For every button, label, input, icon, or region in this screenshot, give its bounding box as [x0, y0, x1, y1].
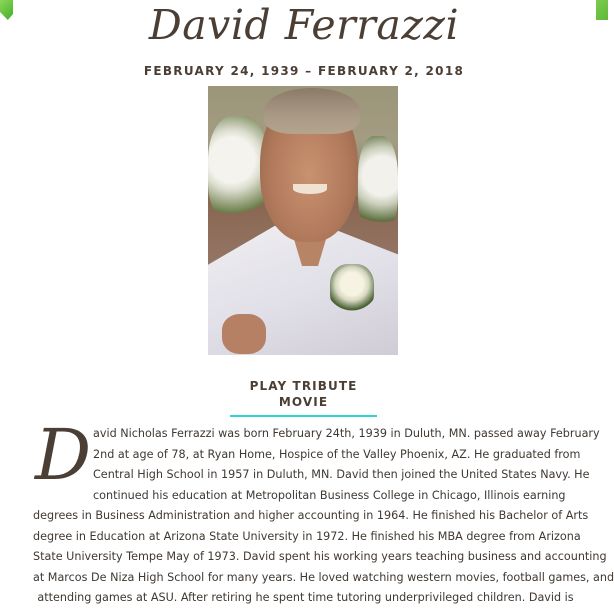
bio-line: degrees in Business Administration and higher accounting in 1964. He finished his Bachelor of Arts	[33, 509, 589, 522]
photo-hair	[264, 88, 360, 134]
photo-flowers-right	[358, 136, 398, 236]
drop-cap: D	[35, 414, 92, 496]
bio-line: at Marcos De Niza High School for many years. He loved watching western movies, football games, and	[33, 570, 614, 584]
bio-line: attending games at ASU. After retiring he spent time tutoring underprivileged children. David is	[37, 591, 574, 604]
bio-line: 2nd at age of 78, at Ryan Home, Hospice of the Valley Phoenix, AZ. He graduated from	[93, 447, 581, 461]
bio-line: Central High School in 1957 in Duluth, MN. David then joined the United States Navy. He	[93, 468, 590, 481]
photo-smile	[293, 184, 327, 194]
photo-hands	[222, 314, 266, 354]
bio-line: continued his education at Metropolitan Business College in Chicago, Illinois earning	[93, 488, 566, 502]
photo-flowers-left	[208, 116, 268, 226]
photo-boutonniere	[330, 264, 374, 314]
portrait-photo	[208, 86, 398, 355]
obituary-name: David Ferrazzi	[148, 1, 460, 49]
bio-line: State University Tempe May of 1973. David spent his working years teaching business and accounting	[33, 550, 607, 563]
life-dates: FEBRUARY 24, 1939 – FEBRUARY 2, 2018	[143, 64, 465, 78]
play-tribute-movie-link[interactable]: PLAY TRIBUTE MOVIE	[230, 378, 377, 417]
bio-line: degree in Education at Arizona State University in 1972. He finished his MBA degree from Arizona	[33, 529, 581, 543]
bio-line: avid Nicholas Ferrazzi was born February 24th, 1939 in Duluth, MN. passed away February	[93, 427, 600, 440]
obituary-biography	[33, 414, 614, 609]
